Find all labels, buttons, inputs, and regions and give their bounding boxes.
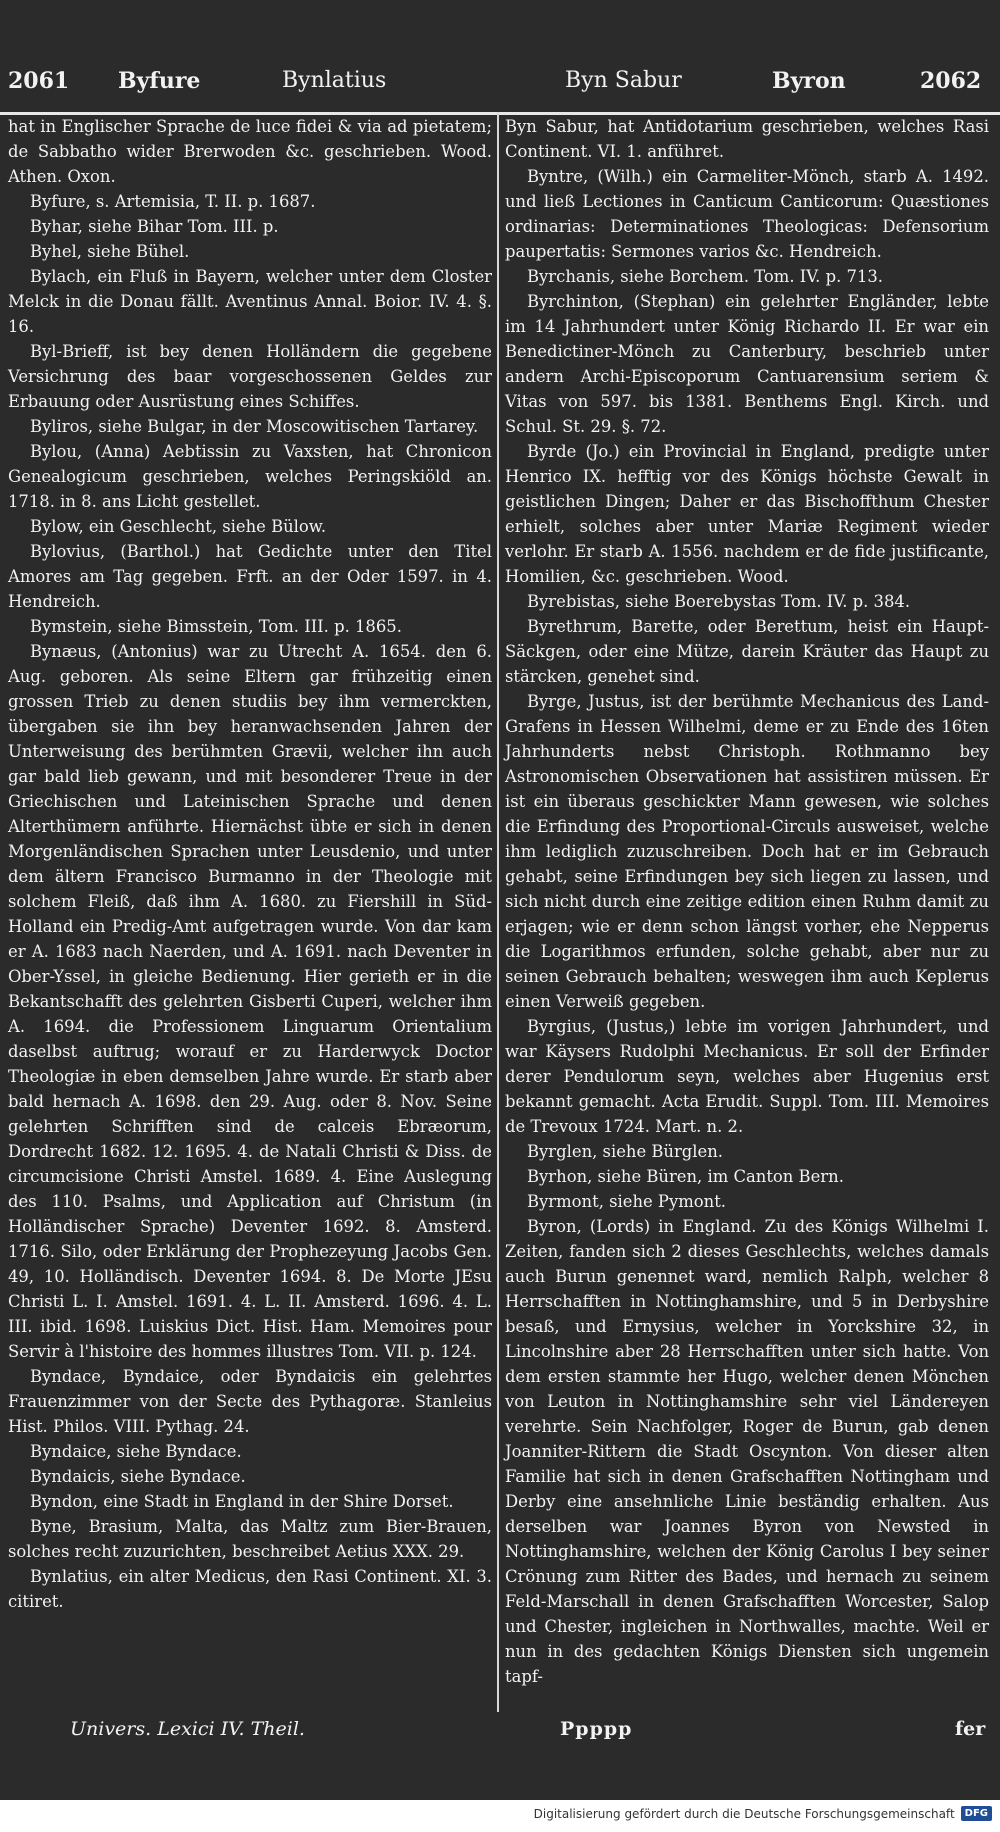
page-number-right: 2062 xyxy=(920,68,982,94)
signature-mark: Ppppp xyxy=(560,1718,633,1740)
lexicon-entry: Byrde (Jo.) ein Provincial in England, predigte unter Henrico IX. hefftig vor des Königs höchste Gewalt in geistlichen Dingen; Daher er das Bischoffthum Chester erhielt, solches aber unter Mariæ Regiment wieder verlohr. Er starb A. 1556. nachdem er de fide justificante, Homilien, &c. geschrieben. Wood. xyxy=(505,442,989,586)
lexicon-entry: Byrethrum, Barette, oder Berettum, heist ein Haupt-Säckgen, oder eine Mütze, darein Kräuter das Haupt zu stärcken, genehet sind. xyxy=(505,617,989,686)
dfg-logo: DFG xyxy=(961,1806,992,1821)
lexicon-entry: Byndaicis, siehe Byndace. xyxy=(30,1467,246,1486)
lexicon-entry: Byrglen, siehe Bürglen. xyxy=(527,1142,724,1161)
lexicon-entry: Byn Sabur, hat Antidotarium geschrieben, welches Rasi Continent. VI. 1. anführet. xyxy=(505,117,989,161)
right-column xyxy=(505,114,989,1689)
lexicon-entry: Bylach, ein Fluß in Bayern, welcher unter dem Closter Melck in die Donau fällt. Aventinus Annal. Boior. IV. 4. §. 16. xyxy=(8,267,492,336)
lexicon-entry: Byntre, (Wilh.) ein Carmeliter-Mönch, starb A. 1492. und ließ Lectiones in Canticum Canticorum: Quæstiones ordinarias: Determinationes Theologicas: Defensorium paupertatis: Sermones varios &c. Hendreich. xyxy=(505,167,989,261)
lexicon-entry: Bylow, ein Geschlecht, siehe Bülow. xyxy=(30,517,327,536)
footer-catchword: fer xyxy=(955,1718,986,1740)
lexicon-entry: Byndon, eine Stadt in England in der Shire Dorset. xyxy=(30,1492,454,1511)
lexicon-entry: Byrge, Justus, ist der berühmte Mechanicus des Land-Grafens in Hessen Wilhelmi, deme er zu Ende des 16ten Jahrhunderts nebst Christoph. Rothmanno bey Astronomischen Observationen hat assistiren müssen. Er ist ein überaus geschickter Mann gewesen, wie solches die Erfindung des Proportional-Circuls ausweiset, welche ihm lediglich zuzuschreiben. Doch hat er im Gebrauch gehabt, seine Erfindungen bey sich liegen zu lassen, und sich nicht durch eine zeitige edition einen Ruhm damit zu erjagen; wie er denn schon längst vorher, ehe Nepperus die Logarithmos erfunden, solche gehabt, aber nur zu seinen Gebrauch behalten; weswegen ihm auch Keplerus einen Verweiß gegeben. xyxy=(505,692,989,1011)
lexicon-entry: Byrchanis, siehe Borchem. Tom. IV. p. 713. xyxy=(527,267,884,286)
lexicon-entry: Byrebistas, siehe Boerebystas Tom. IV. p. 384. xyxy=(527,592,911,611)
running-header xyxy=(0,60,1000,115)
credit-text: Digitalisierung gefördert durch die Deutsche Forschungsgemeinschaft xyxy=(533,1806,955,1821)
lexicon-entry: Byhar, siehe Bihar Tom. III. p. xyxy=(30,217,279,236)
lexicon-entry: Byfure, s. Artemisia, T. II. p. 1687. xyxy=(30,192,316,211)
page-number-left: 2061 xyxy=(8,68,70,94)
lexicon-entry: Byl-Brieff, ist bey denen Holländern die gegebene Versichrung des baar vorgeschossenen Geldes zur Erbauung oder Ausrüstung eines Schiffes. xyxy=(8,342,492,411)
signature-line: Univers. Lexici IV. Theil. xyxy=(70,1718,305,1740)
lexicon-entry: Byliros, siehe Bulgar, in der Moscowitischen Tartarey. xyxy=(30,417,479,436)
lexicon-entry: Byndace, Byndaice, oder Byndaicis ein gelehrtes Frauenzimmer von der Secte des Pythagoræ. Stanleius Hist. Philos. VIII. Pythag. 24. xyxy=(8,1367,492,1436)
lexicon-entry: Bylovius, (Barthol.) hat Gedichte unter den Titel Amores am Tag gegeben. Frft. an der Oder 1597. in 4. Hendreich. xyxy=(8,542,492,611)
lexicon-entry: Byrmont, siehe Pymont. xyxy=(527,1192,726,1211)
lexicon-entry: Byrgius, (Justus,) lebte im vorigen Jahrhundert, und war Käysers Rudolphi Mechanicus. Er soll der Erfinder derer Pendulorum seyn, welches aber Hugenius erst bekannt gemacht. Acta Erudit. Suppl. Tom. III. Memoires de Trevoux 1724. Mart. n. 2. xyxy=(505,1017,989,1136)
lexicon-entry: Byne, Brasium, Malta, das Maltz zum Bier-Brauen, solches recht zuzurichten, beschreibet Aetius XXX. 29. xyxy=(8,1517,492,1561)
left-column xyxy=(8,114,492,1614)
column-divider xyxy=(497,112,499,1712)
lexicon-entry: Bylou, (Anna) Aebtissin zu Vaxsten, hat Chronicon Genealogicum geschrieben, welches Peringskiöld an. 1718. in 8. ans Licht gestellet. xyxy=(8,442,492,511)
lexicon-entry: Byhel, siehe Bühel. xyxy=(30,242,190,261)
lexicon-entry: Byndaice, siehe Byndace. xyxy=(30,1442,242,1461)
lexicon-entry: Byrhon, siehe Büren, im Canton Bern. xyxy=(527,1167,844,1186)
left-catchword: Bynlatius xyxy=(282,68,387,93)
lexicon-entry: Bymstein, siehe Bimsstein, Tom. III. p. 1865. xyxy=(30,617,402,636)
lexicon-entry: Byrchinton, (Stephan) ein gelehrter Engländer, lebte im 14 Jahrhundert unter König Richardo II. Er war ein Benedictiner-Mönch zu Canterbury, beschrieb unter andern Archi-Episcoporum Cantuarensium seriem & Vitas von 597. bis 1381. Benthems Engl. Kirch. und Schul. St. 29. §. 72. xyxy=(505,292,989,436)
digitization-credit xyxy=(534,1806,992,1821)
right-headword: Byron xyxy=(772,68,846,94)
lexicon-entry: Bynlatius, ein alter Medicus, den Rasi Continent. XI. 3. citiret. xyxy=(8,1567,492,1611)
right-catchword: Byn Sabur xyxy=(565,68,682,93)
page-footer xyxy=(0,1712,1000,1752)
lexicon-entry: hat in Englischer Sprache de luce fidei & via ad pietatem; de Sabbatho wider Brerwoden &c. geschrieben. Wood. Athen. Oxon. xyxy=(8,117,492,186)
lexicon-entry: Bynæus, (Antonius) war zu Utrecht A. 1654. den 6. Aug. geboren. Als seine Eltern gar frühzeitig einen grossen Trieb zu denen studiis bey ihm vermerckten, übergaben sie ihn bey heranwachsenden Jahren der Unterweisung des berühmten Grævii, welcher ihn auch gar bald lieb gewann, und mit besonderer Treue in der Griechischen und Lateinischen Sprache und denen Alterthümern anführte. Hiernächst übte er sich in denen Morgenländischen Sprachen unter Leusdenio, und unter dem ältern Francisco Burmanno in der Theologie mit solchem Fleiß, daß ihm A. 1680. zu Fiershill in Süd-Holland ein Predig-Amt aufgetragen wurde. Von dar kam er A. 1683 nach Naerden, und A. 1691. nach Deventer in Ober-Yssel, in gleiche Bedienung. Hier gerieth er in die Bekantschafft des gelehrten Gisberti Cuperi, welcher ihm A. 1694. die Professionem Linguarum Orientalium daselbst auftrug; worauf er zu Harderwyck Doctor Theologiæ in eben demselben Jahre wurde. Er starb aber bald hernach A. 1698. den 29. Aug. oder 8. Nov. Seine gelehrten Schrifften sind de calceis Ebræorum, Dordrecht 1682. 12. 1695. 4. de Natali Christi & Diss. de circumcisione Christi Amstel. 1689. 4. Eine Auslegung des 110. Psalms, und Application auf Christum (in Holländischer Sprache) Deventer 1692. 8. Amsterd. 1716. Silo, oder Erklärung der Prophezeyung Jacobs Gen. 49, 10. Holländisch. Deventer 1694. 8. De Morte JEsu Christi L. I. Amstel. 1691. 4. L. II. Amsterd. 1696. 4. L. III. ibid. 1698. Luiskius Dict. Hist. Ham. Memoires pour Servir à l'histoire des hommes illustres Tom. VII. p. 124. xyxy=(8,642,492,1361)
left-headword: Byfure xyxy=(118,68,201,94)
lexicon-entry: Byron, (Lords) in England. Zu des Königs Wilhelmi I. Zeiten, fanden sich 2 dieses Geschlechts, welches damals auch Burun genennet ward, nemlich Ralph, welcher 8 Herrschafften in Nottinghamshire, und 5 in Derbyshire besaß, und Ernysius, welcher in Yorckshire 32, in Lincolnshire aber 28 Herrschafften unter sich hatte. Von dem ersten stammte her Hugo, welcher denen Mönchen von Leuton in Nottinghamshire sehr viel Ländereyen verehrte. Sein Nachfolger, Roger de Burun, gab denen Joanniter-Rittern die Stadt Oscynton. Von dieser alten Familie hat sich in denen Grafschafften Nottingham und Derby eine ansehnliche Linie beständig erhalten. Aus derselben war Joannes Byron von Newsted in Nottinghamshire, welchen der König Carolus I bey seiner Crönung zum Ritter des Bades, und hernach zu seinem Feld-Marschall in denen Grafschafften Worcester, Salop und Chester, ingleichen in Northwalles, machte. Weil er nun in des gedachten Königs Diensten sich ungemein tapf- xyxy=(505,1217,989,1686)
